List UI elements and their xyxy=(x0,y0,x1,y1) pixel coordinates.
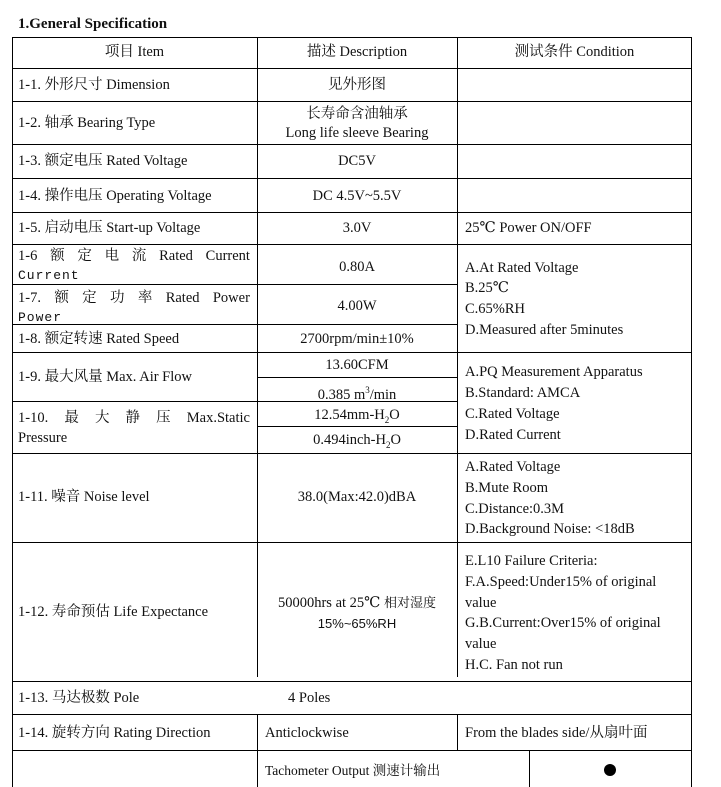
table-line xyxy=(12,284,457,285)
table-line xyxy=(12,244,692,245)
cond-life-h: H.C. Fan not run xyxy=(465,657,563,673)
item-rated-speed: 1-8. 额定转速 Rated Speed xyxy=(18,331,180,347)
item-rated-current-line2: Current xyxy=(18,268,80,283)
desc-rating-direction: Anticlockwise xyxy=(265,725,349,741)
cond-pq-d: D.Rated Current xyxy=(465,427,561,443)
table-line xyxy=(457,714,458,750)
table-line xyxy=(12,212,692,213)
item-word: 大 xyxy=(94,410,110,426)
item-word: 功 xyxy=(110,290,125,306)
air-flow-value: 0.385 m xyxy=(317,386,366,403)
tachometer-selected-dot-icon xyxy=(604,764,616,776)
desc-operating-voltage: DC 4.5V~5.5V xyxy=(312,188,402,204)
table-line xyxy=(457,37,458,677)
item-word: 流 xyxy=(131,248,147,264)
item-word: Max.Static xyxy=(186,410,250,426)
item-word: 压 xyxy=(156,410,171,426)
section-title: 1.General Specification xyxy=(18,16,168,32)
table-line xyxy=(12,37,13,787)
item-word: Current xyxy=(205,248,250,264)
item-rating-direction: 1-14. 旋转方向 Rating Direction xyxy=(18,725,211,741)
cond-noise-d: D.Background Noise: <18dB xyxy=(465,521,635,537)
desc-pole: 4 Poles xyxy=(288,690,331,706)
desc-noise-level: 38.0(Max:42.0)dBA xyxy=(297,489,417,505)
superscript: 3 xyxy=(365,385,370,395)
table-line xyxy=(12,101,692,102)
cond-pq-b: B.Standard: AMCA xyxy=(465,385,581,401)
table-line xyxy=(12,324,457,325)
desc-startup-voltage: 3.0V xyxy=(342,220,372,236)
table-line xyxy=(12,68,692,69)
table-line xyxy=(12,352,692,353)
item-word: 1-6 xyxy=(18,248,38,264)
desc-tachometer-output: Tachometer Output 测速计输出 xyxy=(265,763,441,778)
desc-rated-speed: 2700rpm/min±10% xyxy=(300,331,414,347)
table-line xyxy=(691,37,692,787)
item-word: 静 xyxy=(125,410,141,426)
table-line xyxy=(12,714,692,715)
item-word: 1-7. xyxy=(18,290,41,306)
item-word: 率 xyxy=(137,290,153,306)
cond-life-g-cont: value xyxy=(465,636,497,652)
table-line xyxy=(12,144,692,145)
item-dimension: 1-1. 外形尺寸 Dimension xyxy=(18,77,170,93)
item-word: Power xyxy=(212,290,250,306)
cond-noise-a: A.Rated Voltage xyxy=(465,459,561,475)
cond-pq-a: A.PQ Measurement Apparatus xyxy=(465,364,643,380)
cond-life-e: E.L10 Failure Criteria: xyxy=(465,553,598,569)
header-description: 描述 Description xyxy=(306,44,408,60)
item-word: Rated xyxy=(159,248,193,264)
item-word: Rated xyxy=(165,290,200,306)
table-line xyxy=(257,377,457,378)
pressure-inch-unit: O xyxy=(390,432,401,448)
pressure-mm-value: 12.54mm-H xyxy=(314,407,385,423)
cond-life-f-cont: value xyxy=(465,595,497,611)
cond-startup-voltage: 25℃ Power ON/OFF xyxy=(465,220,592,236)
item-noise-level: 1-11. 噪音 Noise level xyxy=(18,489,150,505)
desc-static-pressure-inch xyxy=(257,432,457,454)
header-condition: 测试条件 Condition xyxy=(514,44,635,60)
life-hours: 50000hrs at 25℃ xyxy=(277,595,381,611)
item-life-expectance: 1-12. 寿命预估 Life Expectance xyxy=(18,604,209,620)
header-item: 项目 Item xyxy=(104,44,165,60)
subscript: 2 xyxy=(385,439,391,450)
specification-table xyxy=(12,37,692,787)
item-max-static-pressure-line2: Pressure xyxy=(18,430,68,446)
item-rated-power xyxy=(18,290,250,307)
desc-bearing-line2: Long life sleeve Bearing xyxy=(285,125,429,141)
item-word: 定 xyxy=(82,290,97,306)
item-bearing-type: 1-2. 轴承 Bearing Type xyxy=(18,115,156,131)
item-word: 额 xyxy=(50,248,65,264)
pressure-inch-value: 0.494inch-H xyxy=(313,432,386,448)
cond-noise-b: B.Mute Room xyxy=(465,480,548,496)
item-startup-voltage: 1-5. 启动电压 Start-up Voltage xyxy=(18,220,201,236)
pressure-mm-unit: O xyxy=(389,407,400,423)
item-operating-voltage: 1-4. 操作电压 Operating Voltage xyxy=(18,188,212,204)
desc-bearing-line1: 长寿命含油轴承 xyxy=(306,106,408,122)
desc-life-line2: 15%~65%RH xyxy=(317,616,397,631)
desc-static-pressure-mm xyxy=(257,407,457,429)
desc-rated-voltage: DC5V xyxy=(338,153,376,169)
cond-life-f: F.A.Speed:Under15% of original xyxy=(465,574,657,590)
item-word: 定 xyxy=(77,248,92,264)
item-word: 1-10. xyxy=(18,410,49,426)
cond-pq-c: C.Rated Voltage xyxy=(465,406,560,422)
cond-noise-c: C.Distance:0.3M xyxy=(465,501,565,517)
cond-rated-d: D.Measured after 5minutes xyxy=(465,322,624,338)
cond-rated-a: A.At Rated Voltage xyxy=(465,260,579,276)
table-line xyxy=(12,750,692,751)
desc-rated-current: 0.80A xyxy=(339,259,375,275)
item-rated-voltage: 1-3. 额定电压 Rated Voltage xyxy=(18,153,188,169)
table-line xyxy=(529,750,530,787)
desc-life-line1 xyxy=(257,594,457,612)
table-line xyxy=(12,178,692,179)
air-flow-unit: /min xyxy=(369,386,397,403)
cond-rating-direction: From the blades side/从扇叶面 xyxy=(465,725,648,741)
desc-air-flow-cfm: 13.60CFM xyxy=(325,357,389,373)
desc-dimension: 见外形图 xyxy=(328,77,386,93)
item-rated-current xyxy=(18,248,250,265)
item-max-static-pressure xyxy=(18,410,250,427)
item-word: 最 xyxy=(64,410,79,426)
table-line xyxy=(257,714,258,787)
item-max-air-flow: 1-9. 最大风量 Max. Air Flow xyxy=(18,369,192,385)
desc-air-flow-m3 xyxy=(257,382,457,404)
table-line xyxy=(12,681,692,682)
subscript: 2 xyxy=(384,414,390,425)
table-line xyxy=(12,542,692,543)
table-line xyxy=(12,37,692,38)
desc-rated-power: 4.00W xyxy=(337,298,377,314)
item-word: 电 xyxy=(104,248,120,264)
cond-rated-b: B.25℃ xyxy=(465,280,510,296)
item-word: 额 xyxy=(54,290,69,306)
life-humidity-label: 相对湿度 xyxy=(384,595,437,610)
cond-rated-c: C.65%RH xyxy=(465,301,526,317)
cond-life-g: G.B.Current:Over15% of original xyxy=(465,615,661,631)
item-rated-power-line2: Power xyxy=(18,310,63,325)
item-pole: 1-13. 马达极数 Pole xyxy=(18,690,140,706)
